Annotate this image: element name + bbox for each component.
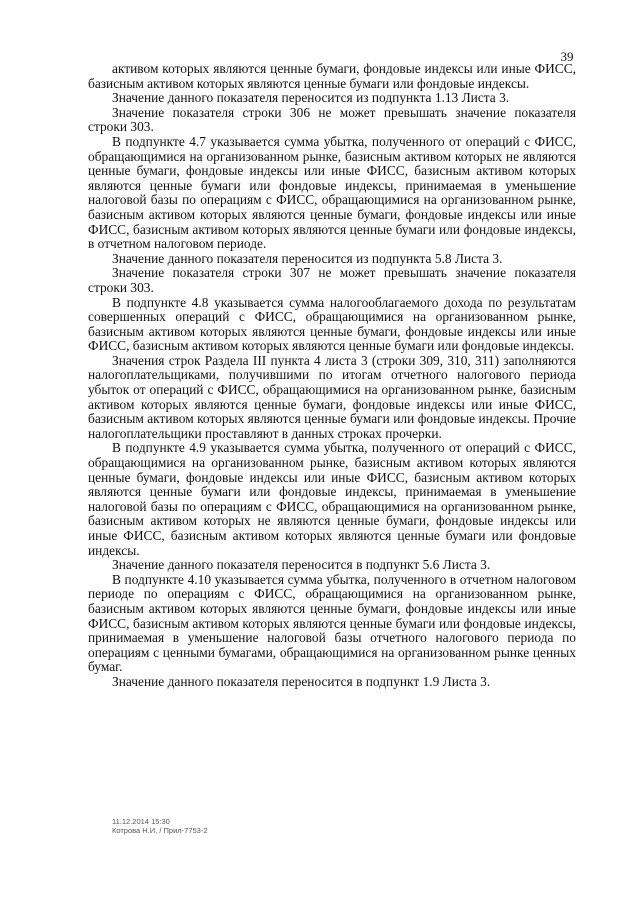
paragraph: Значение данного показателя переносится из подпункта 1.13 Листа 3. (112, 90, 510, 106)
footer-timestamp: 11.12.2014 15:30 (112, 817, 170, 826)
page-number: 39 (560, 49, 574, 64)
footer-author-ref: Котрова Н.И. / Прил-7753-2 (112, 826, 208, 835)
paragraph: Значение показателя строки 307 не может превышать значение показателя строки 303. (88, 265, 576, 295)
paragraph: Значение показателя строки 306 не может превышать значение показателя строки 303. (88, 104, 576, 135)
paragraph: Значения строк Раздела III пункта 4 листа 3 (строки 309, 310, 311) заполняются налогоплательщиками, получившими по итогам отчетного налогового периода убыток от операций с ФИСС, обращающимися на организованном рынке, базисным активом которых являются ценные бумаги, фондовые индексы или иные ФИСС, базисным активом которых являются ценные бумаги или фондовые индексы. Прочие налогоплательщики проставляют в данных строках прочерки. (88, 352, 576, 441)
paragraph: Значение данного показателя переносится из подпункта 5.8 Листа 3. (112, 250, 503, 266)
paragraph: В подпункте 4.7 указывается сумма убытка, полученного от операций с ФИСС, обращающимися на организованном рынке, базисным активом которых не являются ценные бумаги, фондовые индексы или иные ФИСС, базисным активом которых являются ценные бумаги или фондовые индексы, принимаемая в уменьшение налоговой базы по операциям с ФИСС, обращающимися на организованном рынке, базисным активом которых являются ценные бумаги, фондовые индексы или иные ФИСС, базисным активом которых являются ценные бумаги или фондовые индексы, в отчетном налоговом периоде. (88, 133, 576, 252)
paragraph: Значение данного показателя переносится в подпункт 1.9 Листа 3. (112, 673, 491, 689)
paragraph: Значение данного показателя переносится в подпункт 5.6 Листа 3. (112, 557, 491, 573)
document-body (88, 62, 576, 690)
paragraph: В подпункте 4.9 указывается сумма убытка, полученного от операций с ФИСС, обращающимися на организованном рынке, базисным активом которых являются ценные бумаги, фондовые индексы или иные ФИСС, базисным активом которых являются ценные бумаги или фондовые индексы, принимаемая в уменьшение налоговой базы по операциям с ФИСС, обращающимися на организованном рынке, базисным активом которых не являются ценные бумаги, фондовые индексы или иные ФИСС, базисным активом которых являются ценные бумаги или фондовые индексы. (88, 440, 576, 558)
paragraph: активом которых являются ценные бумаги, фондовые индексы или иные ФИСС, базисным активом которых являются ценные бумаги или фондовые индексы. (88, 61, 576, 91)
paragraph: В подпункте 4.8 указывается сумма налогооблагаемого дохода по результатам совершенных операций с ФИСС, обращающимися на организованном рынке, базисным активом которых являются ценные бумаги, фондовые индексы или иные ФИСС, базисным активом которых являются ценные бумаги или фондовые индексы. (88, 294, 576, 354)
footer-meta (112, 817, 332, 835)
paragraph: В подпункте 4.10 указывается сумма убытка, полученного в отчетном налоговом периоде по операциям с ФИСС, обращающимися на организованном рынке, базисным активом которых являются ценные бумаги, фондовые индексы или иные ФИСС, базисным активом которых являются ценные бумаги или фондовые индексы, принимаемая в уменьшение налоговой базы отчетного налогового периода по операциям с ценными бумагами, обращающимися на организованном рынке ценных бумаг. (88, 571, 576, 675)
